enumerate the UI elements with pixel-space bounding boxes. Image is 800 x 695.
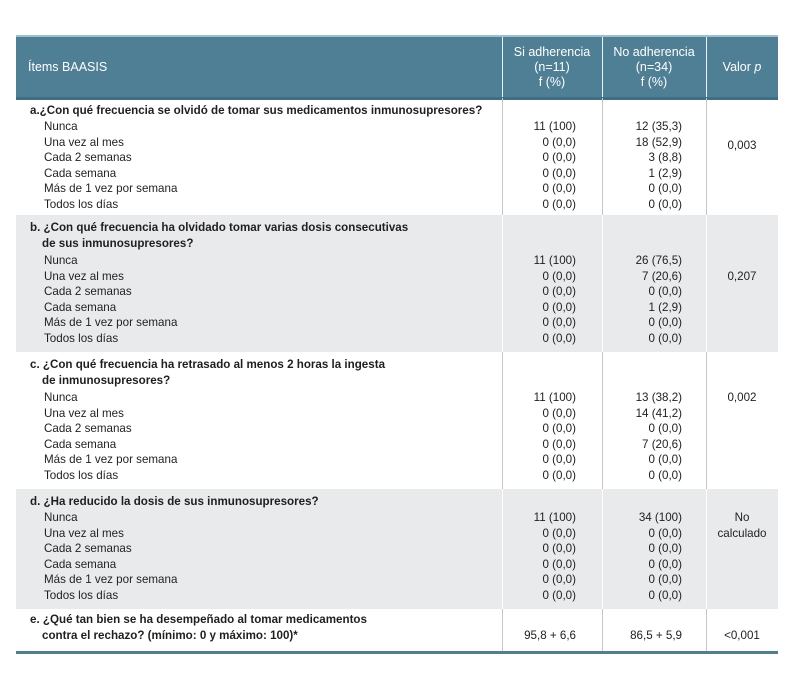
si-adherencia-value: 0 (0,0)	[542, 135, 576, 149]
option-label: Más de 1 vez por semana	[44, 182, 178, 196]
si-adherencia-value: 0 (0,0)	[542, 526, 576, 540]
no-adherencia-value: 0 (0,0)	[648, 589, 682, 602]
question-text: de sus inmunosupresores?	[42, 237, 194, 250]
option-label: Más de 1 vez por semana	[44, 453, 178, 467]
p-value: No	[734, 511, 750, 524]
si-adherencia-value: 0 (0,0)	[542, 182, 576, 196]
no-adherencia-value: 0 (0,0)	[648, 557, 682, 571]
si-adherencia-value: 0 (0,0)	[542, 316, 576, 330]
no-adherencia-value: 13 (38,2)	[635, 391, 682, 404]
no-adherencia-value: 0 (0,0)	[648, 182, 682, 196]
question-text: e. ¿Qué tan bien se ha desempeñado al tomar medicamentos	[30, 613, 367, 626]
no-adherencia-value: 7 (20,6)	[642, 437, 682, 451]
no-adherencia-value: 0 (0,0)	[648, 573, 682, 587]
si-adherencia-value: 0 (0,0)	[542, 589, 576, 602]
no-adherencia-value: 0 (0,0)	[648, 542, 682, 556]
si-adherencia-value: 0 (0,0)	[542, 422, 576, 436]
no-adherencia-value: 0 (0,0)	[648, 316, 682, 330]
option-label: Nunca	[44, 391, 78, 404]
option-label: Más de 1 vez por semana	[44, 316, 178, 330]
si-adherencia-value: 11 (100)	[533, 391, 576, 404]
no-adherencia-value: 0 (0,0)	[648, 422, 682, 436]
option-label: Nunca	[44, 120, 78, 133]
option-label: Cada semana	[44, 300, 117, 314]
si-adherencia-value: 0 (0,0)	[542, 437, 576, 451]
question-section	[16, 609, 778, 651]
si-adherencia-value: 0 (0,0)	[542, 573, 576, 587]
option-label: Una vez al mes	[44, 269, 124, 283]
p-value: calculado	[717, 526, 767, 540]
question-text: d. ¿Ha reducido la dosis de sus inmunosupresores?	[30, 495, 319, 508]
column-divider	[706, 98, 707, 215]
no-adherencia-value: 1 (2,9)	[648, 300, 682, 314]
option-label: Más de 1 vez por semana	[44, 573, 178, 587]
option-label: Una vez al mes	[44, 135, 124, 149]
si-adherencia-value: 0 (0,0)	[542, 300, 576, 314]
si-adherencia-value: 0 (0,0)	[542, 453, 576, 467]
no-adherencia-value: 0 (0,0)	[648, 526, 682, 540]
option-label: Cada semana	[44, 166, 117, 180]
question-section	[16, 489, 778, 609]
si-adherencia-value: 11 (100)	[533, 120, 576, 133]
question-text: c. ¿Con qué frecuencia ha retrasado al menos 2 horas la ingesta	[30, 358, 386, 371]
option-label: Una vez al mes	[44, 526, 124, 540]
option-label: Cada 2 semanas	[44, 422, 132, 436]
option-label: Todos los días	[44, 198, 119, 211]
si-adherencia-value: 0 (0,0)	[542, 269, 576, 283]
si-adherencia-value: 0 (0,0)	[542, 406, 576, 420]
table-header	[16, 37, 778, 100]
si-adherencia-value: 11 (100)	[533, 254, 576, 267]
no-adherencia-value: 7 (20,6)	[642, 269, 682, 283]
header-si-unit: f (%)	[538, 74, 566, 89]
option-label: Todos los días	[44, 332, 119, 345]
si-adherencia-value: 95,8 + 6,6	[524, 629, 576, 642]
question-text: a.¿Con qué frecuencia se olvidó de tomar sus medicamentos inmunosupresores?	[30, 104, 483, 117]
si-adherencia-value: 0 (0,0)	[542, 285, 576, 299]
header-items	[16, 37, 502, 97]
question-section	[16, 98, 778, 215]
no-adherencia-value: 0 (0,0)	[648, 285, 682, 299]
option-label: Cada 2 semanas	[44, 285, 132, 299]
header-si-n: (n=11)	[534, 59, 570, 74]
header-items-label: Ítems BAASIS	[28, 59, 108, 74]
header-divider	[602, 37, 603, 97]
header-no-label: No adherencia	[613, 44, 695, 59]
no-adherencia-value: 86,5 + 5,9	[630, 629, 682, 642]
column-divider	[706, 489, 707, 609]
p-value: <0,001	[724, 629, 760, 642]
question-section	[16, 352, 778, 489]
si-adherencia-value: 0 (0,0)	[542, 151, 576, 165]
si-adherencia-value: 0 (0,0)	[542, 557, 576, 571]
header-divider	[502, 37, 503, 97]
no-adherencia-value: 0 (0,0)	[648, 453, 682, 467]
p-value: 0,002	[727, 391, 757, 404]
option-label: Todos los días	[44, 589, 119, 602]
header-si-label: Si adherencia	[513, 44, 591, 59]
no-adherencia-value: 0 (0,0)	[648, 198, 682, 211]
option-label: Una vez al mes	[44, 406, 124, 420]
p-value: 0,003	[727, 139, 757, 152]
no-adherencia-value: 12 (35,3)	[635, 120, 682, 133]
no-adherencia-value: 34 (100)	[638, 511, 682, 524]
header-p-label: Valor p	[722, 59, 762, 74]
header-valor-p	[706, 37, 778, 97]
column-divider	[706, 352, 707, 489]
question-text: de inmunosupresores?	[42, 374, 171, 387]
no-adherencia-value: 0 (0,0)	[648, 469, 682, 482]
si-adherencia-value: 0 (0,0)	[542, 542, 576, 556]
option-label: Cada 2 semanas	[44, 542, 132, 556]
question-text: contra el rechazo? (mínimo: 0 y máximo: 100)*	[42, 629, 298, 642]
question-text: b. ¿Con qué frecuencia ha olvidado tomar varias dosis consecutivas	[30, 221, 409, 234]
p-value: 0,207	[727, 270, 757, 283]
header-no-n: (n=34)	[635, 59, 673, 74]
si-adherencia-value: 0 (0,0)	[542, 166, 576, 180]
si-adherencia-value: 0 (0,0)	[542, 332, 576, 345]
header-si-adherencia	[502, 37, 602, 97]
header-divider	[706, 37, 707, 97]
si-adherencia-value: 0 (0,0)	[542, 198, 576, 211]
header-no-adherencia	[602, 37, 706, 97]
option-label: Cada semana	[44, 437, 117, 451]
no-adherencia-value: 3 (8,8)	[648, 151, 682, 165]
si-adherencia-value: 0 (0,0)	[542, 469, 576, 482]
option-label: Nunca	[44, 254, 78, 267]
option-label: Nunca	[44, 511, 78, 524]
no-adherencia-value: 14 (41,2)	[635, 406, 682, 420]
option-label: Cada 2 semanas	[44, 151, 132, 165]
bottom-rule	[16, 651, 778, 654]
no-adherencia-value: 26 (76,5)	[635, 254, 682, 267]
si-adherencia-value: 11 (100)	[533, 511, 576, 524]
header-no-unit: f (%)	[640, 74, 668, 89]
no-adherencia-value: 1 (2,9)	[648, 166, 682, 180]
baasis-table	[16, 35, 778, 100]
no-adherencia-value: 0 (0,0)	[648, 332, 682, 345]
option-label: Todos los días	[44, 469, 119, 482]
no-adherencia-value: 18 (52,9)	[635, 135, 682, 149]
question-section	[16, 215, 778, 352]
option-label: Cada semana	[44, 557, 117, 571]
